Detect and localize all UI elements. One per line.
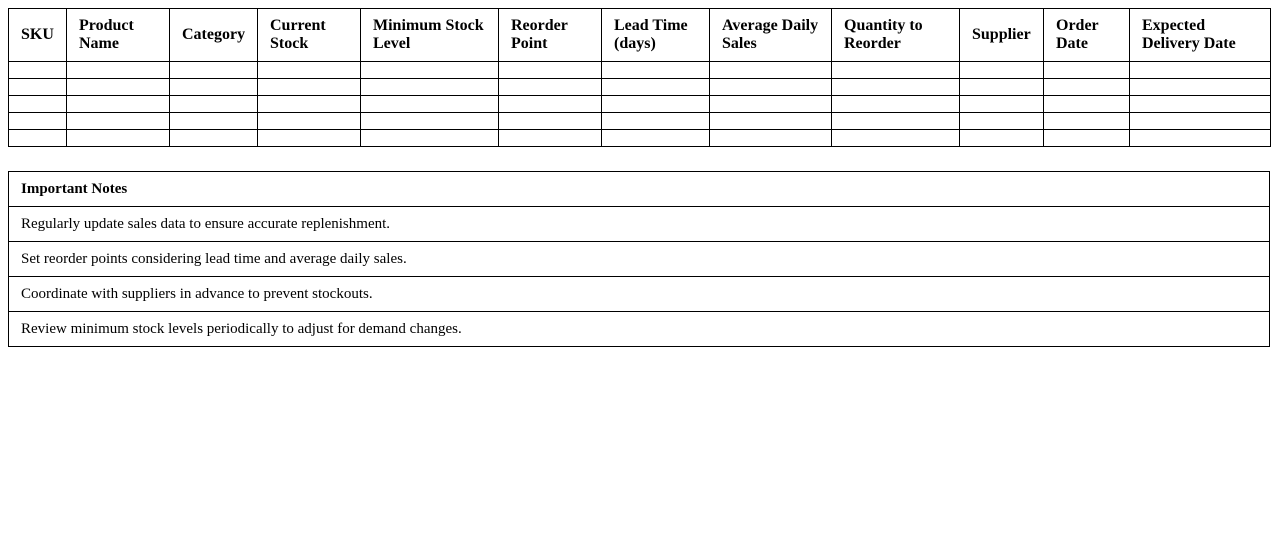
table-cell[interactable] <box>1044 96 1130 113</box>
table-row <box>9 62 1271 79</box>
note-text: Coordinate with suppliers in advance to prevent stockouts. <box>9 277 1270 312</box>
table-cell[interactable] <box>499 62 602 79</box>
table-cell[interactable] <box>9 113 67 130</box>
column-header-expected-delivery-date: Expected Delivery Date <box>1130 9 1271 62</box>
column-header-order-date: Order Date <box>1044 9 1130 62</box>
table-cell[interactable] <box>9 96 67 113</box>
table-cell[interactable] <box>67 79 170 96</box>
table-cell[interactable] <box>9 79 67 96</box>
note-text: Regularly update sales data to ensure accurate replenishment. <box>9 207 1270 242</box>
table-cell[interactable] <box>361 79 499 96</box>
important-notes-table <box>8 171 1270 347</box>
table-cell[interactable] <box>832 62 960 79</box>
column-header-reorder-point: Reorder Point <box>499 9 602 62</box>
table-cell[interactable] <box>499 96 602 113</box>
table-cell[interactable] <box>602 79 710 96</box>
table-cell[interactable] <box>1044 79 1130 96</box>
table-cell[interactable] <box>710 96 832 113</box>
table-cell[interactable] <box>258 79 361 96</box>
table-cell[interactable] <box>258 130 361 147</box>
table-cell[interactable] <box>170 130 258 147</box>
column-header-supplier: Supplier <box>960 9 1044 62</box>
table-cell[interactable] <box>602 130 710 147</box>
table-cell[interactable] <box>1044 62 1130 79</box>
table-cell[interactable] <box>9 130 67 147</box>
column-header-product-name: Product Name <box>67 9 170 62</box>
table-cell[interactable] <box>9 62 67 79</box>
table-cell[interactable] <box>170 113 258 130</box>
table-cell[interactable] <box>258 113 361 130</box>
table-cell[interactable] <box>1044 130 1130 147</box>
column-header-quantity-to-reorder: Quantity to Reorder <box>832 9 960 62</box>
table-cell[interactable] <box>499 79 602 96</box>
notes-title: Important Notes <box>9 172 1270 207</box>
table-cell[interactable] <box>960 96 1044 113</box>
table-cell[interactable] <box>361 113 499 130</box>
table-cell[interactable] <box>258 96 361 113</box>
inventory-replenishment-table <box>8 8 1271 147</box>
table-cell[interactable] <box>258 62 361 79</box>
table-row <box>9 96 1271 113</box>
note-row <box>9 242 1270 277</box>
column-header-average-daily-sales: Average Daily Sales <box>710 9 832 62</box>
table-cell[interactable] <box>1130 79 1271 96</box>
table-cell[interactable] <box>361 96 499 113</box>
table-row <box>9 79 1271 96</box>
table-cell[interactable] <box>960 79 1044 96</box>
table-cell[interactable] <box>1130 130 1271 147</box>
table-cell[interactable] <box>602 113 710 130</box>
table-cell[interactable] <box>361 130 499 147</box>
table-cell[interactable] <box>832 113 960 130</box>
note-row <box>9 277 1270 312</box>
table-cell[interactable] <box>170 62 258 79</box>
note-row <box>9 207 1270 242</box>
table-cell[interactable] <box>361 62 499 79</box>
table-header-row <box>9 9 1271 62</box>
table-cell[interactable] <box>67 130 170 147</box>
table-row <box>9 130 1271 147</box>
note-row <box>9 312 1270 347</box>
table-cell[interactable] <box>499 113 602 130</box>
table-cell[interactable] <box>1130 96 1271 113</box>
table-cell[interactable] <box>832 130 960 147</box>
table-row <box>9 113 1271 130</box>
table-cell[interactable] <box>602 96 710 113</box>
table-cell[interactable] <box>67 113 170 130</box>
notes-header-row <box>9 172 1270 207</box>
table-cell[interactable] <box>832 79 960 96</box>
table-cell[interactable] <box>710 130 832 147</box>
note-text: Review minimum stock levels periodically to adjust for demand changes. <box>9 312 1270 347</box>
note-text: Set reorder points considering lead time and average daily sales. <box>9 242 1270 277</box>
table-cell[interactable] <box>602 62 710 79</box>
column-header-sku: SKU <box>9 9 67 62</box>
table-cell[interactable] <box>960 62 1044 79</box>
table-cell[interactable] <box>1044 113 1130 130</box>
table-cell[interactable] <box>170 79 258 96</box>
column-header-minimum-stock-level: Minimum Stock Level <box>361 9 499 62</box>
table-cell[interactable] <box>960 130 1044 147</box>
table-cell[interactable] <box>170 96 258 113</box>
column-header-lead-time: Lead Time (days) <box>602 9 710 62</box>
table-cell[interactable] <box>710 62 832 79</box>
table-cell[interactable] <box>960 113 1044 130</box>
table-cell[interactable] <box>499 130 602 147</box>
table-cell[interactable] <box>832 96 960 113</box>
column-header-category: Category <box>170 9 258 62</box>
table-cell[interactable] <box>67 96 170 113</box>
table-cell[interactable] <box>710 113 832 130</box>
column-header-current-stock: Current Stock <box>258 9 361 62</box>
table-cell[interactable] <box>67 62 170 79</box>
table-cell[interactable] <box>1130 62 1271 79</box>
table-cell[interactable] <box>1130 113 1271 130</box>
table-cell[interactable] <box>710 79 832 96</box>
